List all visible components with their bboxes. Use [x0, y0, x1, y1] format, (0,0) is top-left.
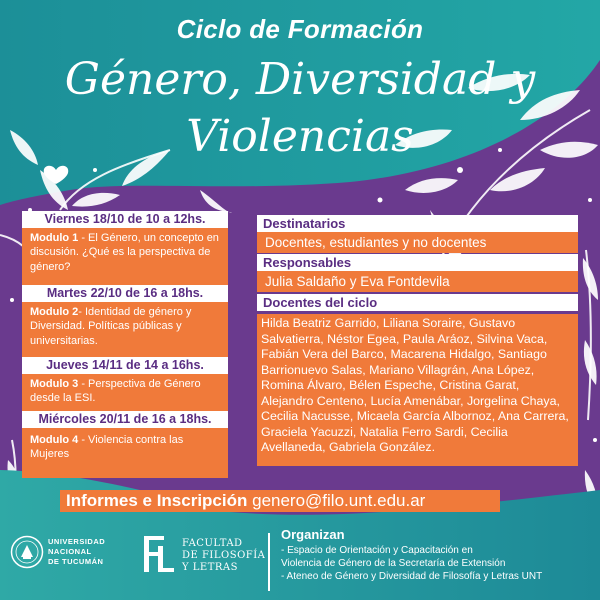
module-name: Modulo 2: [30, 306, 79, 318]
organizan-list: [281, 545, 596, 583]
session-date: Viernes 18/10 de 10 a 12hs.: [22, 211, 228, 228]
destinatarios-value: Docentes, estudiantes y no docentes: [257, 232, 578, 253]
session-2: [22, 285, 228, 358]
unt-seal-icon: [10, 535, 44, 569]
session-1: [22, 211, 228, 289]
session-description: [22, 428, 228, 478]
session-4: [22, 411, 228, 478]
module-text: - Perspectiva de Género desde la ESI.: [30, 378, 201, 405]
unt-name-line: NACIONAL: [48, 547, 92, 556]
session-description: [22, 228, 228, 289]
informes-email[interactable]: genero@filo.unt.edu.ar: [247, 491, 426, 510]
session-date: Miércoles 20/11 de 16 a 18hs.: [22, 411, 228, 428]
responsables-label: Responsables: [257, 254, 578, 271]
fl-monogram-icon: [140, 532, 178, 576]
organizer-line: - Ateneo de Género y Diversidad de Filosofía y Letras UNT: [281, 570, 543, 582]
fl-name-line: DE FILOSOFÍA: [182, 550, 266, 561]
module-name: Modulo 4: [30, 434, 79, 446]
main-title-line-2: Violencias: [186, 111, 414, 162]
destinatarios-label: Destinatarios: [257, 215, 578, 232]
main-title-line-1: Género, Diversidad y: [64, 54, 536, 105]
informes-bar: [60, 490, 500, 512]
organizer-line: - Espacio de Orientación y Capacitación en: [281, 545, 473, 556]
unt-name-line: DE TUCUMÁN: [48, 557, 104, 566]
docentes-list: Hilda Beatriz Garrido, Liliana Soraire, Gustavo Salvatierra, Néstor Egea, Paula Aráoz, Silvina Vaca, Fabián Vera del Barco, Macarena Hidalgo, Santiago Barrionuevo Salas, Mariano Villagrán, Ana López, Romina Álvaro, Bélen Espeche, Cristina Garat, Alejandro Centeno, Lucía Amenábar, Jorgelina Chaya, Cecilia Nacusse, Micaela García Albornoz, Ana Carrera, Graciela Yacuzzi, Natalia Ferro Sardi, Cecilia Avellaneda, Gabriela González.: [257, 314, 578, 466]
module-text: - Violencia contra las Mujeres: [30, 434, 184, 461]
footer-divider: [268, 533, 270, 591]
fl-name-line: Y LETRAS: [182, 562, 238, 573]
module-name: Modulo 1: [30, 232, 79, 244]
session-date: Jueves 14/11 de 14 a 16hs.: [22, 357, 228, 374]
module-text: - El Género, un concepto en discusión. ¿Qué es la perspectiva de género?: [30, 232, 219, 273]
module-name: Modulo 3: [30, 378, 79, 390]
docentes-label: Docentes del ciclo: [257, 294, 578, 311]
session-3: [22, 357, 228, 411]
series-title: Ciclo de Formación: [176, 14, 424, 44]
session-date: Martes 22/10 de 16 a 18hs.: [22, 285, 228, 302]
organizan-title: Organizan: [281, 527, 345, 542]
fl-name: [182, 538, 265, 574]
informes-label: Informes e Inscripción: [66, 491, 248, 510]
organizer-line: Violencia de Género de la Secretaría de Extensión: [281, 557, 506, 569]
module-text: - Identidad de género y Diversidad. Políticas públicas y universitarias.: [30, 306, 192, 347]
session-description: [22, 302, 228, 358]
session-description: [22, 374, 228, 411]
responsables-value: Julia Saldaño y Eva Fontdevila: [257, 271, 578, 292]
unt-name: [48, 537, 105, 567]
fl-name-line: FACULTAD: [182, 538, 243, 549]
unt-name-line: UNIVERSIDAD: [48, 537, 106, 546]
